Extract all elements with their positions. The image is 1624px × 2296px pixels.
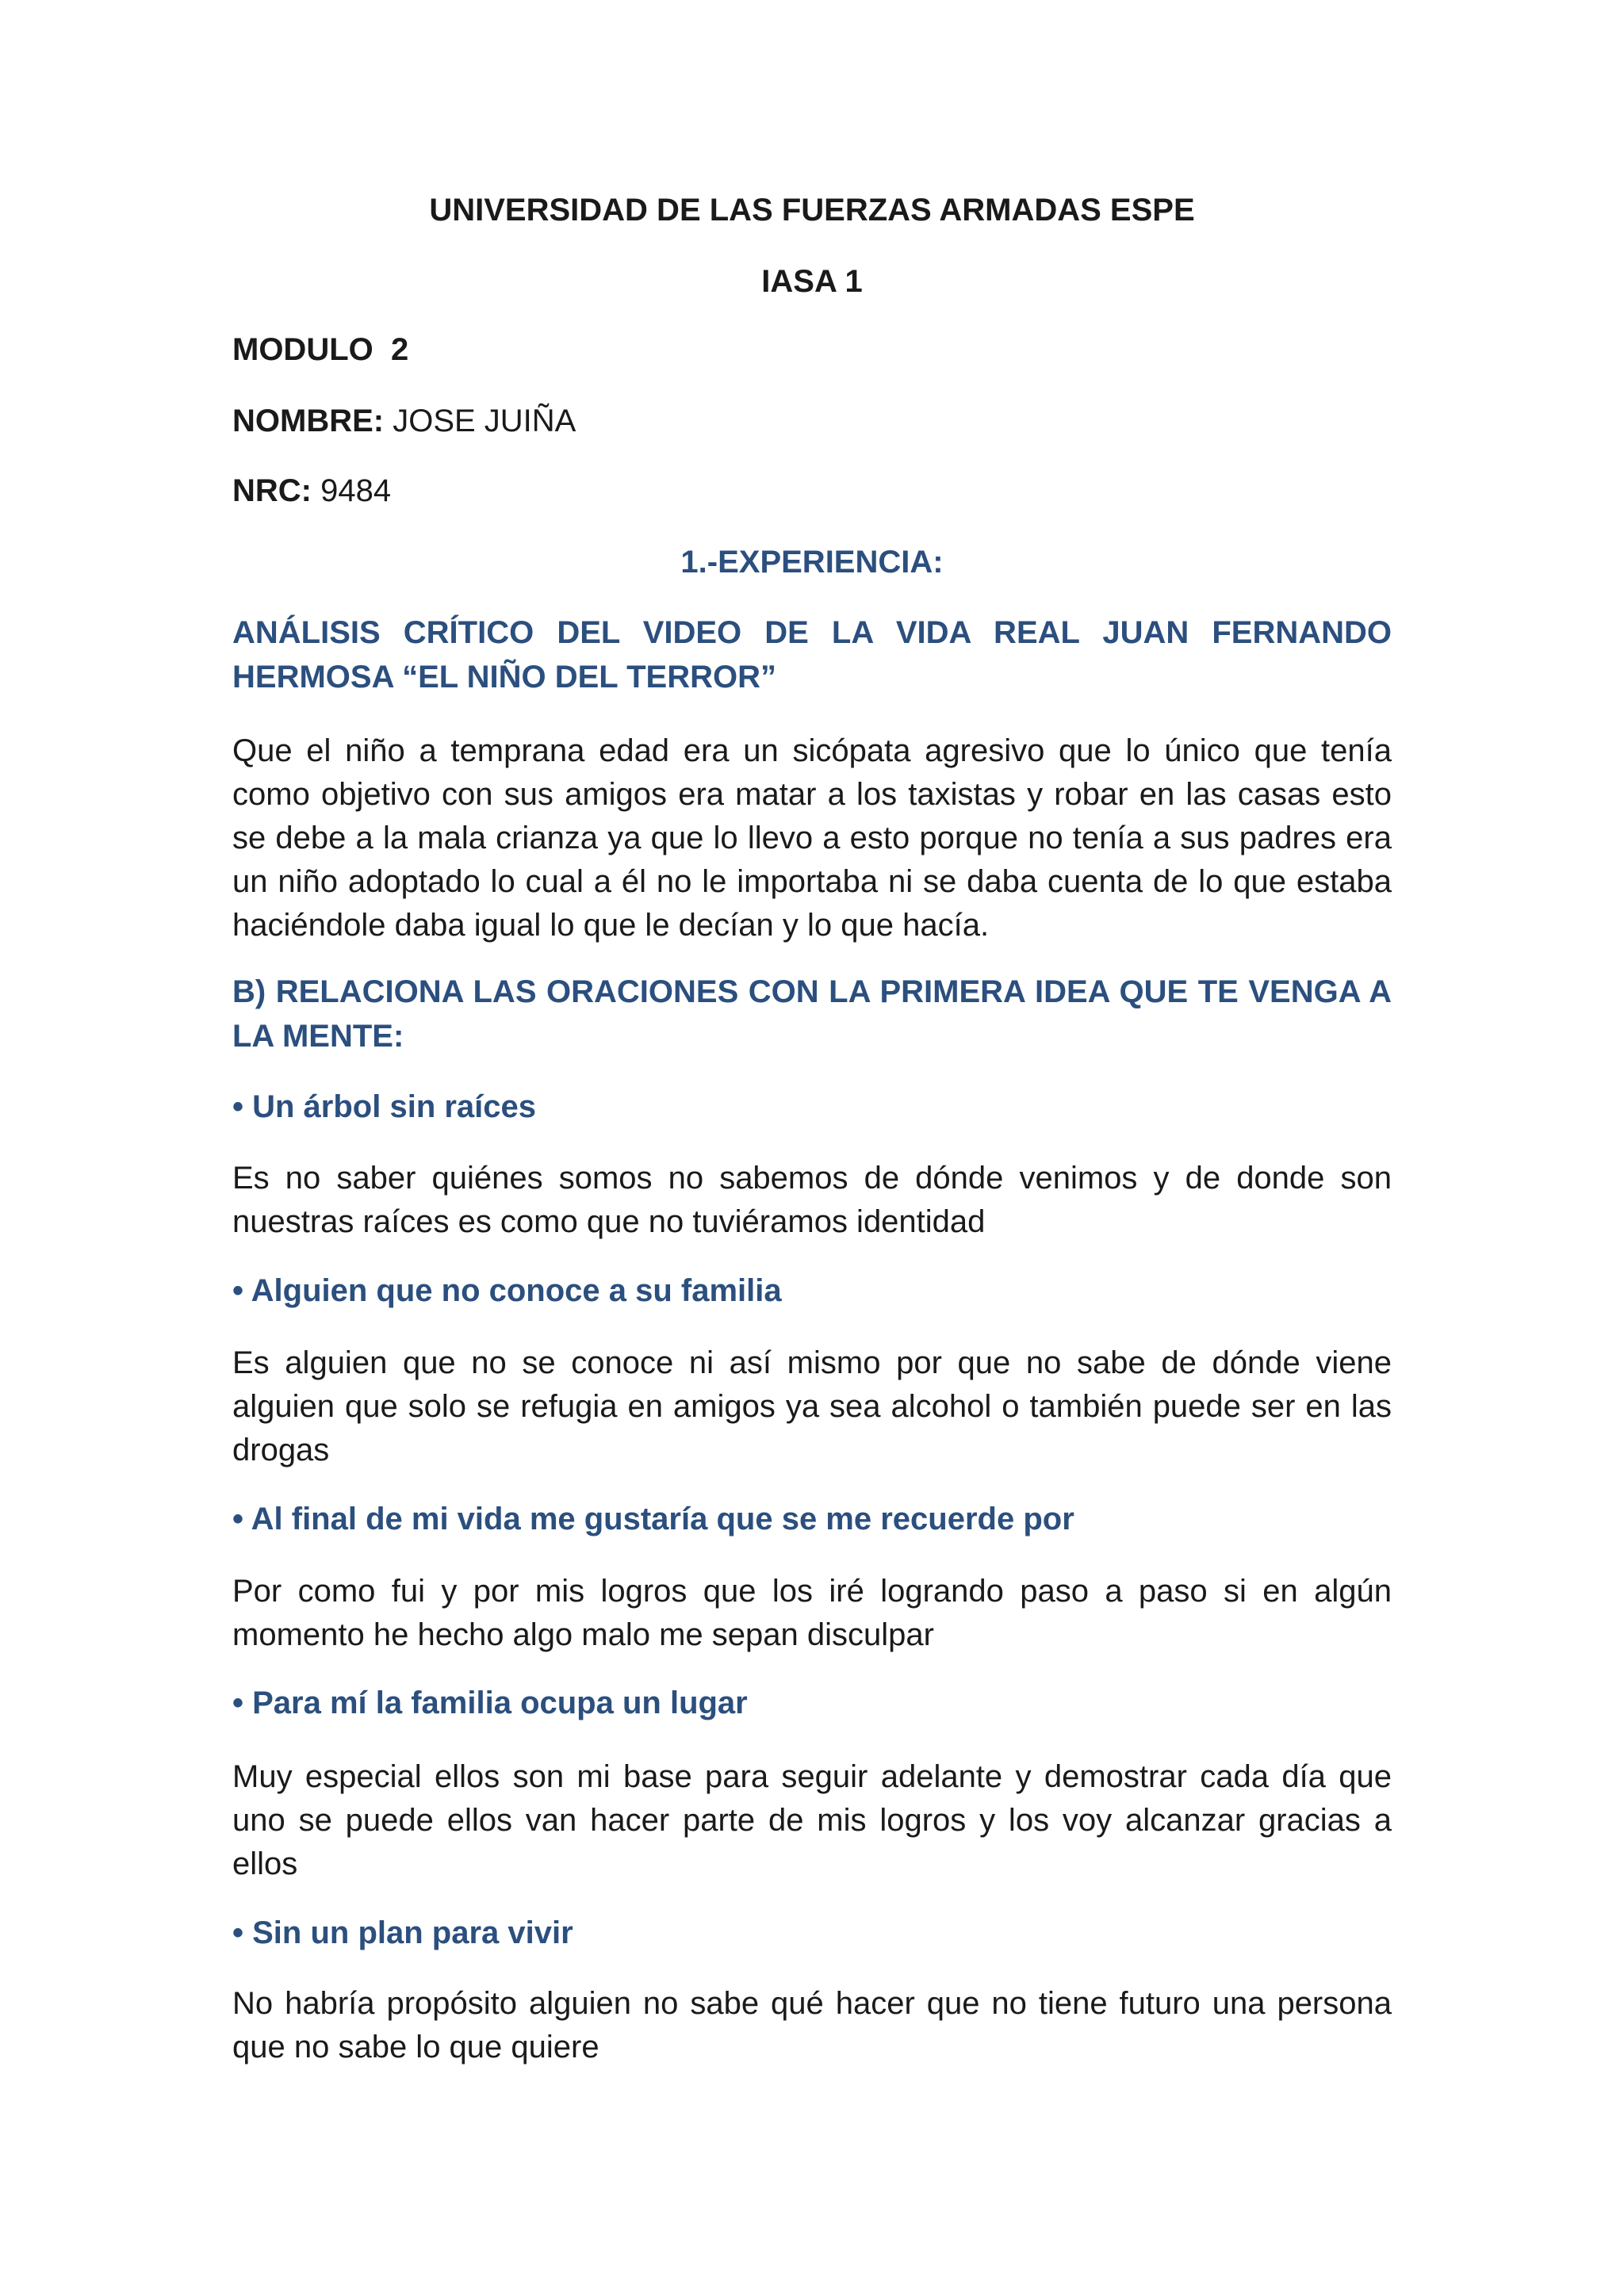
section-experience-title: 1.-EXPERIENCIA:	[680, 545, 944, 580]
prompt-family-place: • Para mí la familia ocupa un lugar	[232, 1686, 748, 1720]
nrc-label: NRC:	[232, 473, 312, 508]
prompt-tree-without-roots: • Un árbol sin raíces	[232, 1089, 537, 1124]
name-label: NOMBRE:	[232, 404, 385, 438]
module-line: MODULO 2	[232, 332, 409, 367]
name-line	[232, 400, 1392, 443]
prompt-no-plan: • Sin un plan para vivir	[232, 1915, 573, 1950]
prompt-remembered-for: • Al final de mi vida me gustaría que se me recuerde por	[232, 1502, 1074, 1536]
section-analysis-subtitle: ANÁLISIS CRÍTICO DEL VIDEO DE LA VIDA REAL JUAN FERNANDO HERMOSA “EL NIÑO DEL TERROR”	[232, 615, 1392, 695]
prompt-no-family: • Alguien que no conoce a su familia	[232, 1273, 782, 1308]
answer-remembered-for: Por como fui y por mis logros que los iré logrando paso a paso si en algún momento he hecho algo malo me sepan disculpar	[232, 1574, 1392, 1652]
campus-title: IASA 1	[761, 264, 863, 299]
analysis-paragraph: Que el niño a temprana edad era un sicópata agresivo que lo único que tenía como objetivo con sus amigos era matar a los taxistas y robar en las casas esto se debe a la mala crianza ya que lo llevo a esto porque no tenía a sus padres era un niño adoptado lo cual a él no le importaba ni se daba cuenta de lo que estaba haciéndole daba igual lo que le decían y lo que hacía.	[232, 733, 1392, 943]
answer-tree-without-roots: Es no saber quiénes somos no sabemos de dónde venimos y de donde son nuestras raíces es como que no tuviéramos identidad	[232, 1161, 1392, 1239]
answer-family-place: Muy especial ellos son mi base para seguir adelante y demostrar cada día que uno se puede ellos van hacer parte de mis logros y los voy alcanzar gracias a ellos	[232, 1759, 1392, 1881]
nrc-line	[232, 469, 1392, 513]
answer-no-family: Es alguien que no se conoce ni así mismo por que no sabe de dónde viene alguien que solo se refugia en amigos ya sea alcohol o también puede ser en las drogas	[232, 1345, 1392, 1468]
name-value: JOSE JUIÑA	[384, 404, 576, 438]
section-relate-title: B) RELACIONA LAS ORACIONES CON LA PRIMERA IDEA QUE TE VENGA A LA MENTE:	[232, 974, 1392, 1054]
university-title: UNIVERSIDAD DE LAS FUERZAS ARMADAS ESPE	[429, 193, 1195, 228]
nrc-value: 9484	[311, 473, 392, 508]
answer-no-plan: No habría propósito alguien no sabe qué hacer que no tiene futuro una persona que no sabe lo que quiere	[232, 1986, 1392, 2064]
